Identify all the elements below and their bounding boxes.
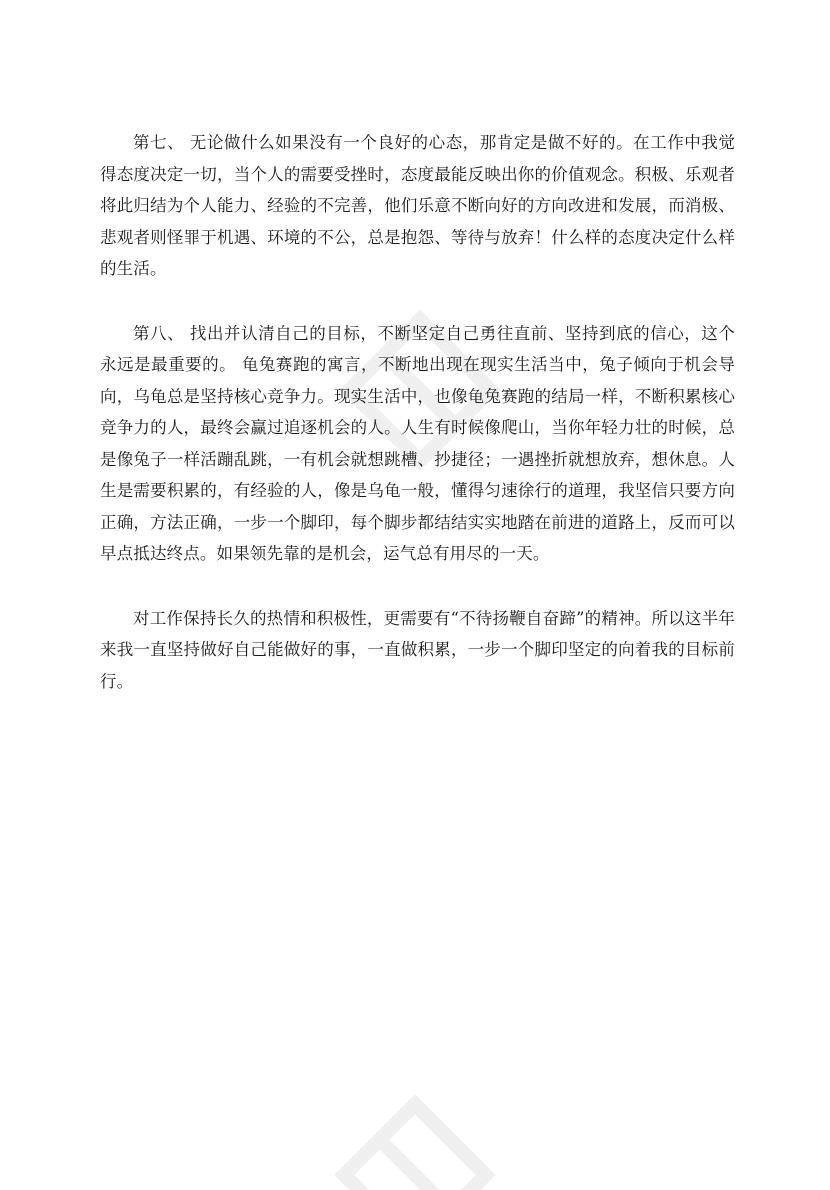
- paragraph-closing: 对工作保持长久的热情和积极性，更需要有“不待扬鞭自奋蹄”的精神。所以这半年来我一直坚持做好自己能做好的事，一直做积累，一步一个脚印坚定的向着我的目标前行。: [100, 608, 735, 691]
- document-body: [100, 127, 735, 730]
- watermark-logo-bottom: [300, 1060, 530, 1190]
- paragraph-seventh-point: 第七、 无论做什么如果没有一个良好的心态，那肯定是做不好的。在工作中我觉得态度决定一切，当个人的需要受挫时，态度最能反映出你的价值观念。积极、乐观者将此归结为个人能力、经验的不完善，他们乐意不断向好的方向改进和发展，而消极、悲观者则怪罪于机遇、环境的不公，总是抱怨、等待与放弃！什么样的态度决定什么样的生活。: [100, 133, 735, 278]
- paragraph-eighth-point: 第八、 找出并认清自己的目标，不断坚定自己勇往直前、坚持到底的信心，这个永远是最重要的。 龟兔赛跑的寓言，不断地出现在现实生活当中，兔子倾向于机会导向，乌龟总是坚持核心竞争力。现实生活中，也像龟兔赛跑的结局一样，不断积累核心竞争力的人，最终会赢过追逐机会的人。人生有时候像爬山，当你年轻力壮的时候，总是像兔子一样活蹦乱跳，一有机会就想跳槽、抄捷径；一遇挫折就想放弃，想休息。人生是需要积累的，有经验的人，像是乌龟一般，懂得匀速徐行的道理，我坚信只要方向正确，方法正确，一步一个脚印，每个脚步都结结实实地踏在前进的道路上，反而可以早点抵达终点。如果领先靠的是机会，运气总有用尽的一天。: [100, 323, 735, 563]
